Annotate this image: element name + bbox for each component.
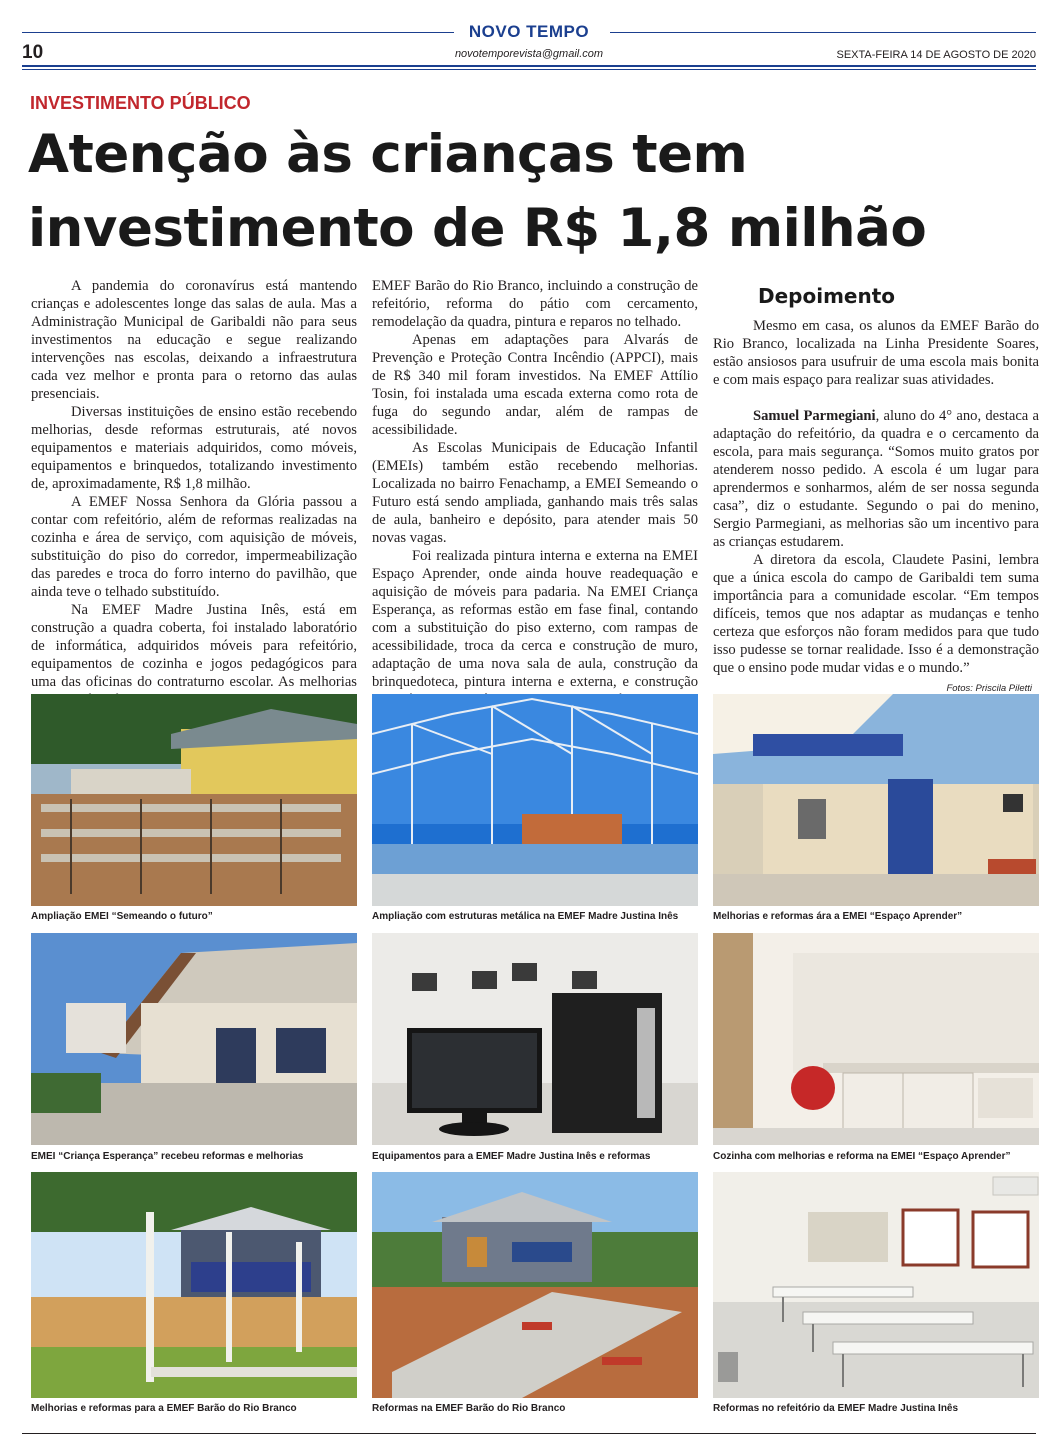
photo-computer-lab [372, 933, 698, 1145]
photo-school-building [31, 933, 357, 1145]
photo-caption: Melhorias e reformas ára a EMEI “Espaço Aprender” [713, 911, 963, 922]
photo-kitchen [713, 933, 1039, 1145]
photo-metal-structure [372, 694, 698, 906]
paragraph: A EMEF Nossa Senhora da Glória passou a contar com refeitório, além de reformas realizadas na cozinha e área de serviço, com aquisição de móveis, substituição do piso do corredor, impermeabilização das paredes e troca do forro interno do pavilhão, que ainda teve o telhado substituído. [31, 494, 357, 600]
paragraph [713, 407, 1039, 551]
paragraph: Foi realizada pintura interna e externa na EMEI Espaço Aprender, onde ainda houve readequação e aquisição de móveis para padaria. Na EMEI Criança Esperança, as reformas estão em fase final, contando com a substituição do piso externo, com rampas de acessibilidade, troca da cerca e construção de muro, adaptação de uma nova sala de aula, construção da brinquedoteca, pintura interna e externa, e construção [372, 548, 698, 690]
header-divider [22, 65, 1036, 67]
article-headline [28, 118, 1038, 266]
paragraph: Mesmo em casa, os alunos da EMEF Barão do Rio Branco, localizada na Linha Presidente Soares, estão ansiosos para usufruir de uma escola mais bonita e com mais espaço para realizar suas atividades. [713, 318, 1039, 388]
paragraph: As Escolas Municipais de Educação Infantil (EMEIs) também estão recebendo melhorias. Localizada no bairro Fenachamp, a EMEI Semeando o Futuro está sendo ampliada, ganhando mais três salas de aula, banheiro e depósito, para atender mais 50 novas vagas. [372, 440, 698, 546]
headline-line-1: Atenção às crianças tem [28, 124, 748, 185]
paragraph: A diretora da escola, Claudete Pasini, lembra que a única escola do campo de Garibaldi tem suma importância para a comunidade escolar. “Em tempos difíceis, temos que nos adaptar as mudanças e tenho certeza que esforços não foram medidos para que tudo isso pudesse se tornar realidade. Isso é a demonstração que o ensino pode mudar vidas e o mundo.” [713, 552, 1039, 676]
article-column-1 [31, 277, 357, 709]
paragraph-text: , aluno do 4° ano, destaca a adaptação do refeitório, da quadra e o cercamento da escola, para mais segurança. “Somos muito gratos por atenderem nosso pedido. A escola é um lugar para aprendermos e sonharmos, além de ser nossa segunda casa”, diz o estudante. Segundo o pai do menino, Sergio Parmegiani, as melhorias são um incentivo para as crianças estudarem. [713, 408, 1039, 550]
section-kicker: INVESTIMENTO PÚBLICO [30, 93, 251, 113]
photo-school-facade [713, 694, 1039, 906]
photo-caption: Melhorias e reformas para a EMEF Barão do Rio Branco [31, 1403, 297, 1414]
issue-date: SEXTA-FEIRA 14 DE AGOSTO DE 2020 [836, 49, 1036, 61]
photo-caption: Reformas na EMEF Barão do Rio Branco [372, 1403, 566, 1414]
photo-caption: Ampliação com estruturas metálica na EMEF Madre Justina Inês [372, 911, 679, 922]
newspaper-brand: NOVO TEMPO [468, 22, 590, 41]
header-divider-thin [22, 69, 1036, 70]
masthead-rule-right [610, 32, 1036, 33]
article-column-2 [372, 277, 698, 709]
page-number: 10 [22, 42, 44, 63]
footer-divider [22, 1433, 1036, 1434]
photo-caption: Ampliação EMEI “Semeando o futuro” [31, 911, 213, 922]
article-column-3 [713, 317, 1039, 677]
photo-caption: Equipamentos para a EMEF Madre Justina Inês e reformas [372, 1151, 651, 1162]
paragraph: A pandemia do coronavírus está mantendo crianças e adolescentes longe das salas de aula. Mas a Administração Municipal de Garibaldi não para seus investimentos na educação e segue realizando intervenções nas escolas, deixando a infraestrutura cada vez melhor e pronta para o retorno das aulas presenciais. [31, 278, 357, 402]
paragraph: Na EMEF Madre Justina Inês, está em construção a quadra coberta, foi instalado laboratório de informática, adquiridos móveis para refeitório, equipamentos de cozinha e jogos pedagógicos para uma das oficinas do contraturno escolar. As melhorias [31, 602, 357, 690]
headline-line-2: investimento de R$ 1,8 milhão [28, 198, 927, 259]
paragraph: EMEF Barão do Rio Branco, incluindo a construção de refeitório, reforma do pátio com cercamento, remodelação da quadra, pintura e reparos no telhado. [372, 278, 698, 330]
photo-caption: Cozinha com melhorias e reforma na EMEI “Espaço Aprender” [713, 1151, 1011, 1162]
paragraph: Diversas instituições de ensino estão recebendo melhorias, desde reformas estruturais, até novos equipamentos e materiais adquiridos, como móveis, equipamentos e brinquedos, totalizando investimento de, aproximadamente, R$ 1,8 milhão. [31, 404, 357, 492]
photo-cafeteria [713, 1172, 1039, 1398]
student-name: Samuel Parmegiani [753, 408, 876, 424]
photo-caption: Reformas no refeitório da EMEF Madre Justina Inês [713, 1403, 959, 1414]
contact-email: novotemporevista@gmail.com [454, 48, 604, 60]
testimony-subhead: Depoimento [758, 284, 896, 308]
photo-school-fence [31, 1172, 357, 1398]
photo-caption: EMEI “Criança Esperança” recebeu reformas e melhorias [31, 1151, 304, 1162]
photo-credit: Fotos: Priscila Piletti [946, 683, 1032, 694]
masthead [0, 0, 1058, 72]
paragraph: Apenas em adaptações para Alvarás de Prevenção e Proteção Contra Incêndio (APPCI), mais de R$ 340 mil foram investidos. Na EMEF Attílio Tosin, foi instalada uma escada externa como rota de fuga do segundo andar, além de rampas de acessibilidade. [372, 332, 698, 438]
photo-school-playground [372, 1172, 698, 1398]
photo-construction-emei [31, 694, 357, 906]
